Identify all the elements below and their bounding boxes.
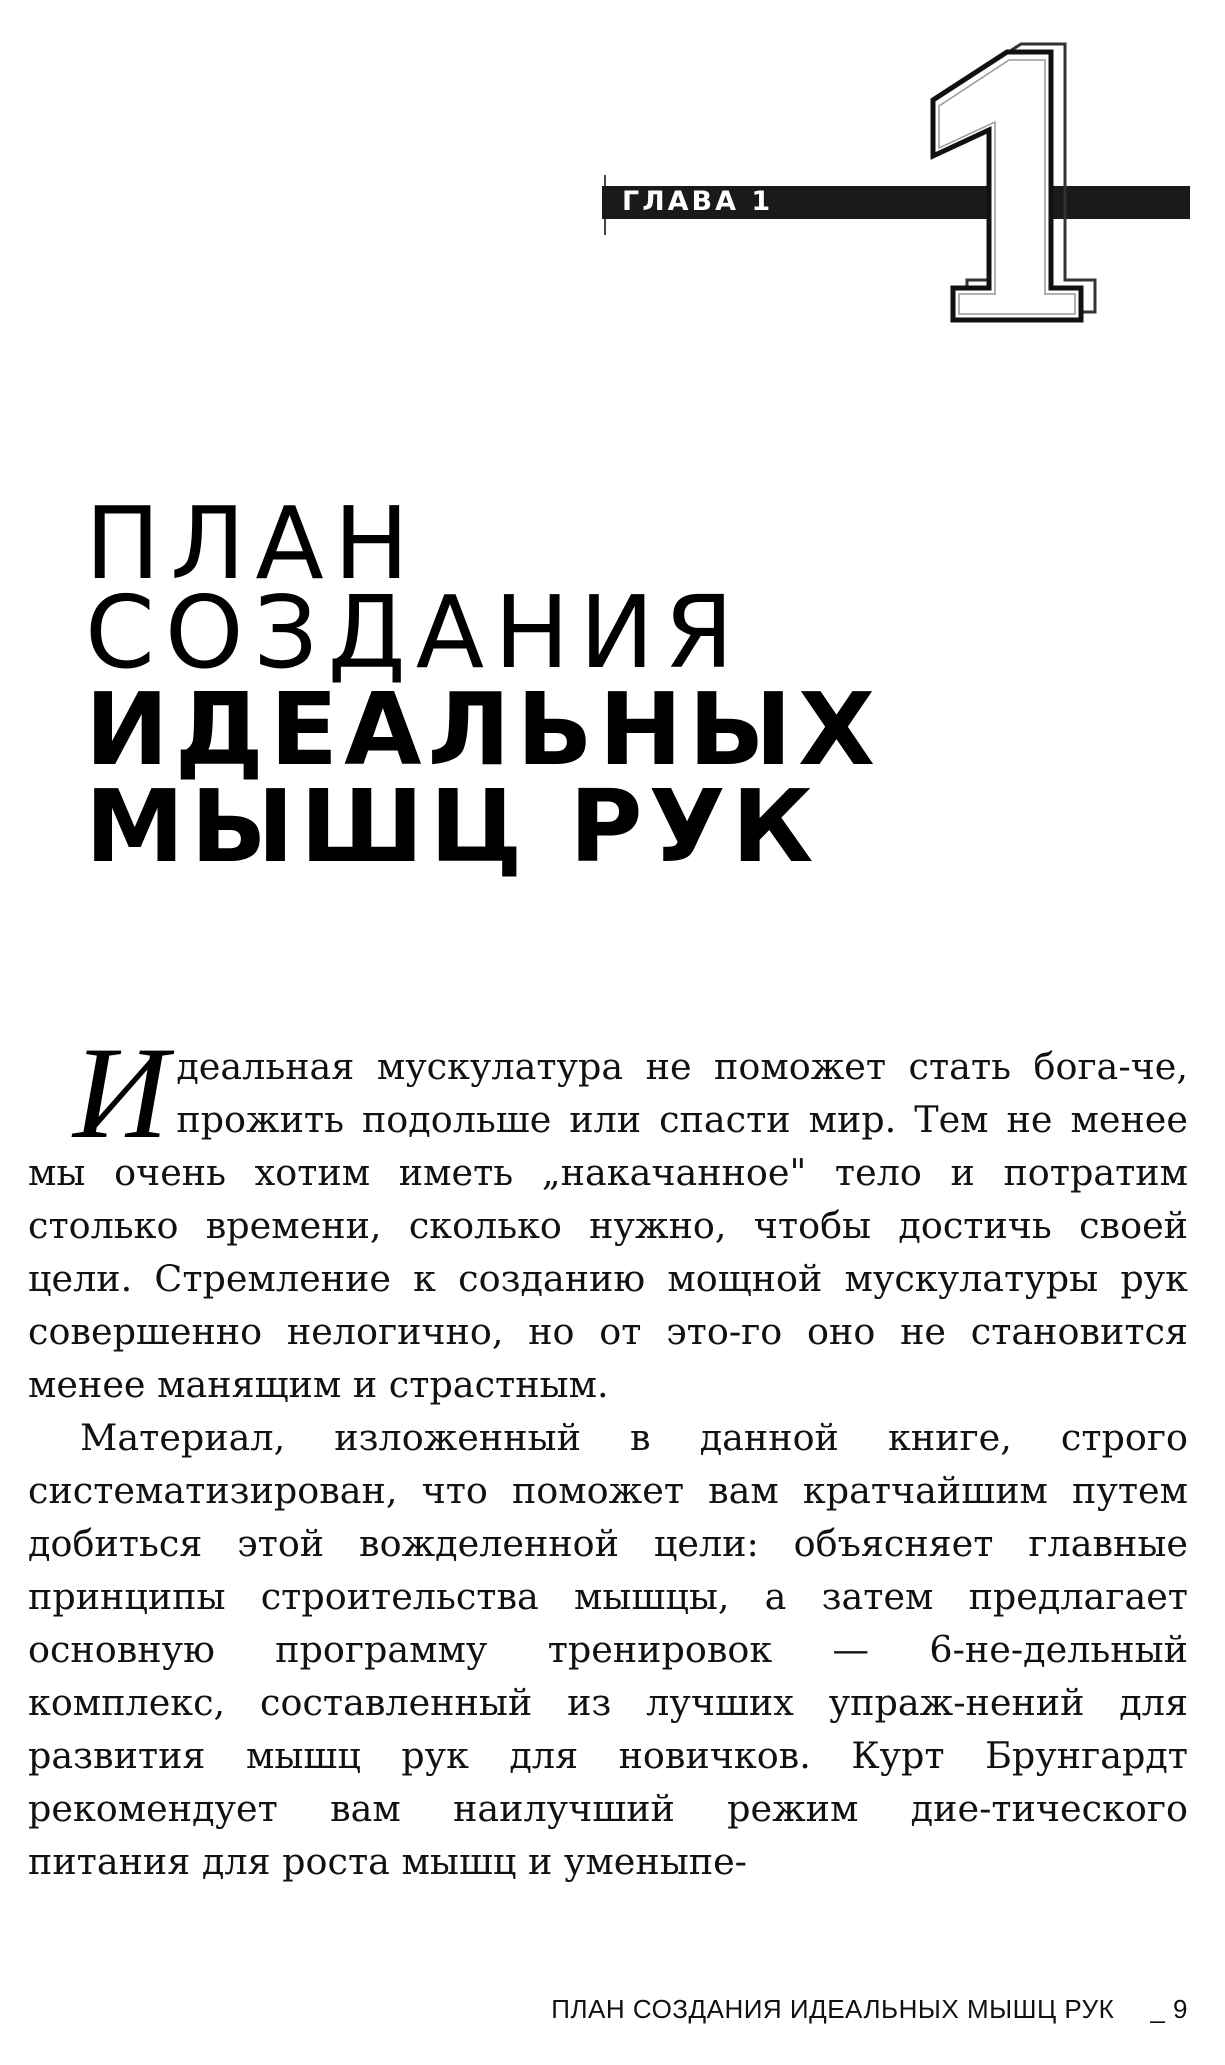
- paragraph-1-text: деальная мускулатура не поможет стать бога-че, прожить подольше или спасти мир. Тем не менее мы очень хотим иметь „накачанное" тело и потратим столько времени, сколько нужно, чтобы достичь своей цели. Стремление к созданию мощной мускулатуры рук совершенно нелогично, но от это-го оно не становится менее манящим и страстным.: [28, 1045, 1188, 1406]
- title-line-4: МЫШЦ РУК: [85, 768, 820, 885]
- title-line-3: ИДЕАЛЬНЫХ: [85, 671, 882, 788]
- chapter-numeral-text: 1: [895, 9, 903, 26]
- title-line-2: СОЗДАНИЯ: [85, 574, 744, 691]
- drop-cap: И: [73, 1019, 169, 1166]
- paragraph-2: Материал, изложенный в данной книге, строго систематизирован, что поможет вам кратчайшим путем добиться этой вожделенной цели: объясняет главные принципы строительства мышцы, а затем предлагает основную программу тренировок — 6-не-дельный комплекс, составленный из лучших упраж-нений для развития мышц рук для новичков. Курт Брунгардт рекомендует вам наилучший режим дие-тического питания для роста мышц и уменыпе-: [28, 1416, 1188, 1883]
- page-number: _ 9: [1150, 1994, 1188, 2024]
- page-footer: [458, 1994, 1188, 2025]
- running-title: ПЛАН СОЗДАНИЯ ИДЕАЛЬНЫХ МЫШЦ РУК: [551, 1994, 1115, 2024]
- title-line-1: ПЛАН: [85, 485, 419, 602]
- body-text: [28, 1019, 1188, 1888]
- chapter-label: ГЛАВА 1: [622, 186, 774, 217]
- paragraph-1: [28, 1019, 1188, 1411]
- chapter-numeral: [895, 9, 1135, 322]
